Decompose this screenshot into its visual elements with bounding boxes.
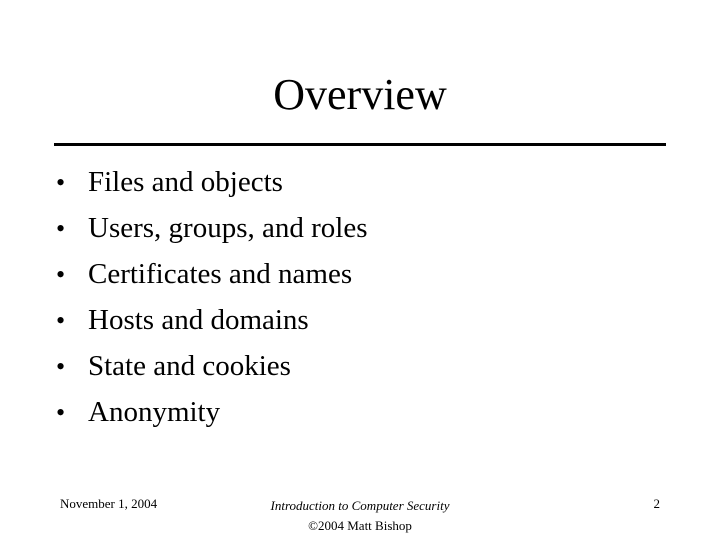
bullet-text: Hosts and domains	[88, 304, 309, 336]
bullet-icon: •	[56, 214, 66, 243]
bullet-text: Users, groups, and roles	[88, 212, 368, 244]
bullet-text: State and cookies	[88, 350, 291, 382]
bullet-text: Anonymity	[88, 396, 221, 428]
bullet-item	[56, 160, 367, 206]
footer-course-title: Introduction to Computer Security	[270, 498, 450, 513]
slide-title: Overview	[273, 70, 447, 119]
bullet-icon: •	[56, 398, 66, 427]
bullet-item	[56, 298, 367, 344]
bullet-icon: •	[56, 306, 66, 335]
bullet-icon: •	[56, 352, 66, 381]
bullet-text: Files and objects	[88, 166, 283, 198]
bullet-item	[56, 252, 367, 298]
footer-copyright: ©2004 Matt Bishop	[308, 518, 412, 533]
bullet-item	[56, 206, 367, 252]
page-number: 2	[653, 496, 660, 511]
footer-date: November 1, 2004	[60, 496, 158, 511]
bullet-text: Certificates and names	[88, 258, 353, 290]
bullet-item	[56, 344, 367, 390]
bullet-item	[56, 390, 367, 436]
bullet-icon: •	[56, 168, 66, 197]
footer-course-info	[230, 496, 490, 536]
bullet-icon: •	[56, 260, 66, 289]
bullet-list	[56, 160, 367, 436]
title-divider	[54, 143, 666, 146]
